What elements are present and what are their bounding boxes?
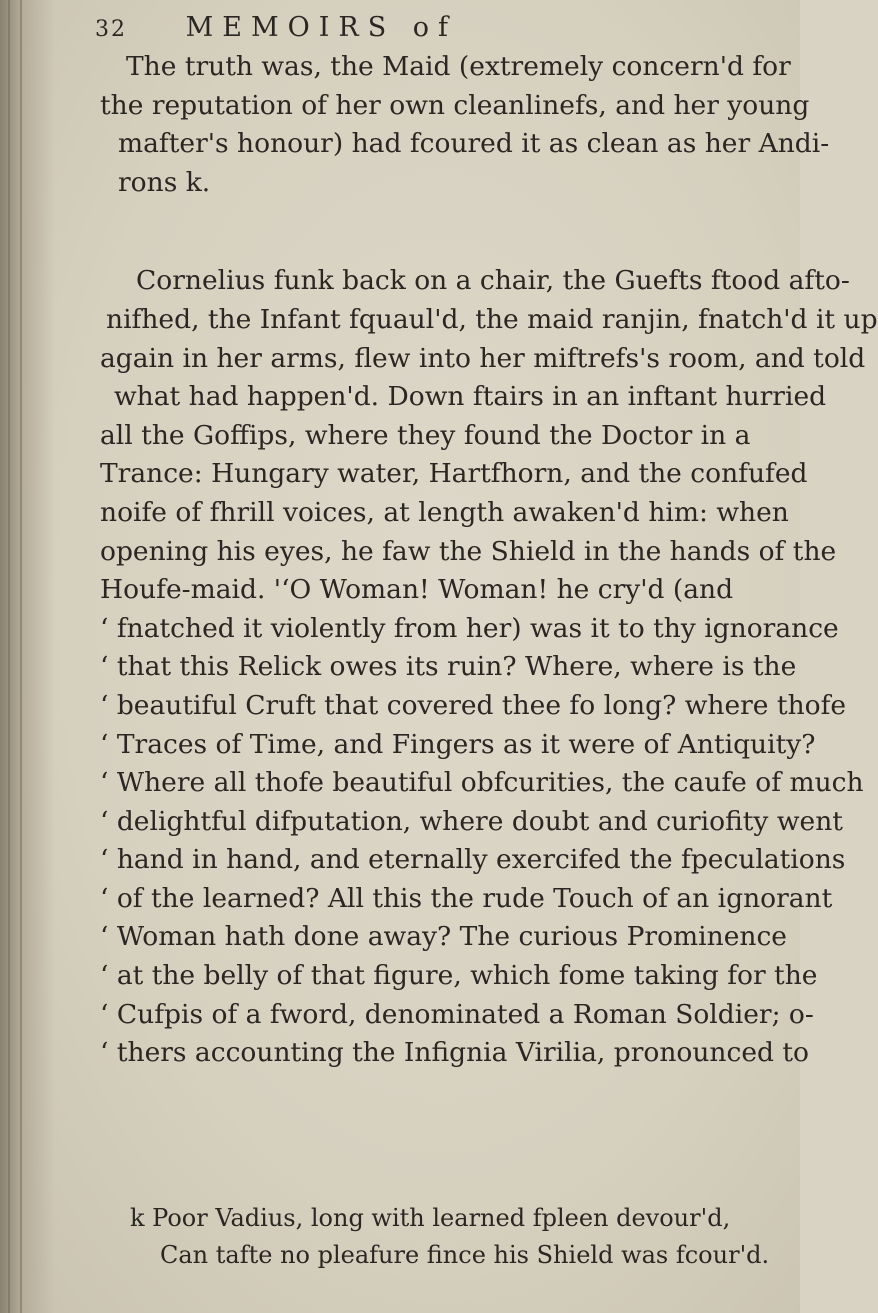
text-line: ‘ delightful difputation, where doubt and curiofity went — [100, 805, 843, 837]
footnote — [130, 1200, 770, 1274]
text-line: ‘ Cufpis of a fword, denominated a Roman Soldier; o- — [100, 998, 814, 1030]
text-line: Cornelius funk back on a chair, the Guefts ftood afto- — [136, 265, 850, 297]
text-line: noife of fhrill voices, at length awaken'd him: when — [100, 496, 789, 528]
paragraph-1 — [100, 48, 830, 202]
body-text — [100, 48, 878, 1073]
text-line: ‘ Traces of Time, and Fingers as it were of Antiquity? — [100, 728, 816, 760]
page-header — [95, 12, 755, 43]
paragraph-2 — [100, 262, 878, 1072]
footnote-line: Can tafte no pleafure fince his Shield was fcour'd. — [160, 1241, 770, 1269]
text-line: ‘ of the learned? All this the rude Touch of an ignorant — [100, 882, 833, 914]
page-number: 32 — [95, 17, 127, 42]
text-line: ‘ beautiful Cruft that covered thee fo long? where thofe — [100, 689, 847, 721]
footnote-line: k Poor Vadius, long with learned fpleen devour'd, — [130, 1204, 731, 1232]
text-line: ‘ fnatched it violently from her) was it to thy ignorance — [100, 612, 839, 644]
text-line: opening his eyes, he faw the Shield in the hands of the — [100, 535, 837, 567]
text-line: nifhed, the Infant fquaul'd, the maid ranjin, fnatch'd it up — [106, 303, 878, 335]
running-title: MEMOIRS of — [185, 12, 458, 43]
text-line: ‘ thers accounting the Infignia Virilia, pronounced to — [100, 1037, 809, 1069]
binding-line — [8, 0, 10, 1313]
text-line: ‘ Woman hath done away? The curious Prominence — [100, 921, 787, 953]
text-line: The truth was, the Maid (extremely concern'd for — [126, 51, 791, 82]
text-line: ‘ at the belly of that figure, which fome taking for the — [100, 960, 818, 992]
text-line: mafter's honour) had fcoured it as clean as her Andi- — [118, 128, 830, 160]
text-line: ‘ that this Relick owes its ruin? Where, where is the — [100, 651, 797, 683]
text-line: ‘ Where all thofe beautiful obfcurities, the caufe of much — [100, 767, 864, 799]
text-line: the reputation of her own cleanlinefs, and her young — [100, 89, 810, 121]
text-line: Houfe-maid. '‘O Woman! Woman! he cry'd (and — [100, 574, 734, 606]
text-line: all the Goffips, where they found the Doctor in a — [100, 419, 751, 451]
text-line: what had happen'd. Down ftairs in an inftant hurried — [114, 381, 827, 413]
text-line: Trance: Hungary water, Hartfhorn, and the confufed — [100, 458, 808, 490]
binding-line — [20, 0, 22, 1313]
text-line: again in her arms, flew into her miftrefs's room, and told — [100, 342, 866, 374]
text-line: ‘ hand in hand, and eternally exercifed the fpeculations — [100, 844, 846, 876]
text-line: rons k. — [118, 166, 211, 198]
